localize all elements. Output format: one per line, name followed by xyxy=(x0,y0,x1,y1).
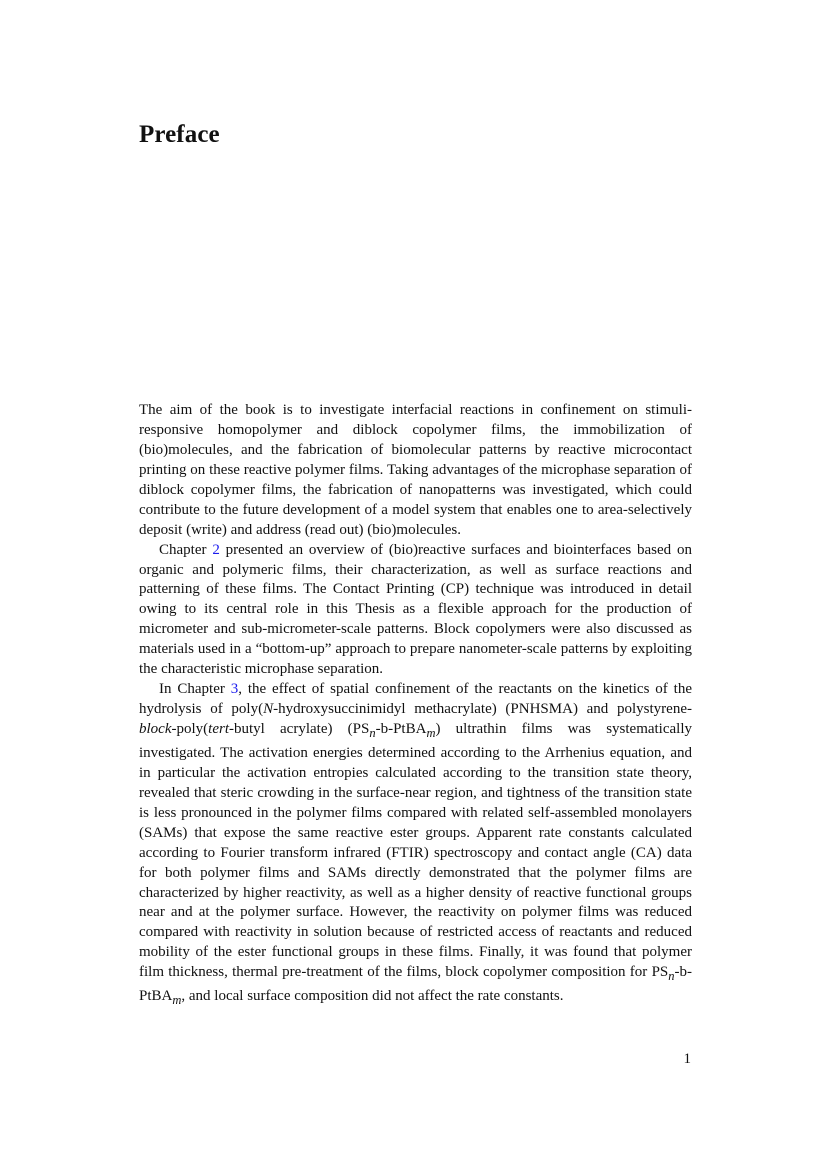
subscript-m: m xyxy=(172,993,182,1008)
page-number: 1 xyxy=(683,1051,691,1067)
italic-n: N xyxy=(263,701,274,718)
paragraph-chapter-2-body: presented an overview of (bio)reactive surfaces and biointerfaces based on organic and polymeric films, their characterization, as well as surface reactions and patterning of these films. The Contact Printing (CP) technique was introduced in detail owing to its central role in this Thesis as a flexible approach for the production of micrometer and sub-micrometer-scale patterns. Block copolymers were also discussed as materials used in a “bottom-up” approach to prepare nanometer-scale patterns by exploiting the characteristic microphase separation. xyxy=(139,541,693,678)
paragraph-aim: The aim of the book is to investigate interfacial reactions in confinement on stimuli-responsive homopolymer and diblock copolymer films, the immobilization of (bio)molecules, and the fabrication of biomolecular patterns by reactive microcontact printing on these reactive polymer films. Taking advantages of the microphase separation of diblock copolymer films, the fabrication of nanopatterns was investigated, which could contribute to the future development of a model system that enables one to area-selectively deposit (write) and address (read out) (bio)molecules. xyxy=(139,402,692,538)
paragraph-chapter-2 xyxy=(139,541,692,681)
text-segment: -hydroxysuccinimidyl methacrylate) (PNHSMA) and polystyrene- xyxy=(273,701,692,718)
italic-block: block xyxy=(139,721,172,737)
page-title: Preface xyxy=(139,121,220,148)
text-segment: , and local surface composition did not affect the rate constants. xyxy=(181,988,564,1005)
text-segment: , the effect of spatial confinement of the reactants on the kinetics of the hydrolysis of poly( xyxy=(139,681,692,718)
preface-body xyxy=(139,401,692,1011)
subscript-m: m xyxy=(426,726,436,740)
text-segment: ) ultrathin films was systematically investigated. The activation energies determined according to the Arrhenius equation, and in particular the activation entropies calculated according to the transition state theory, revealed that steric crowding in the surface-near region, and tightness of the transition state is less pronounced in the polymer films compared with related self-assembled monolayers (SAMs) that expose the same reactive ester groups. Apparent rate constants calculated according to Fourier transform infrared (FTIR) spectroscopy and contact angle (CA) data for both polymer films and SAMs directly demonstrated that the polymer films are characterized by higher reactivity, as well as a higher density of reactive functional groups near and at the polymer surface. However, the reactivity on polymer films was reduced compared with reactivity in solution because of restricted access of reactants and reduced mobility of the ester functional groups in these films. Finally, it was found that polymer film thickness, thermal pre-treatment of the films, block copolymer composition for PS xyxy=(139,721,692,981)
text-segment: -b-PtBA xyxy=(375,721,427,737)
paragraph-chapter-2-lead: Chapter xyxy=(159,541,213,558)
paragraph-chapter-3 xyxy=(139,680,692,1011)
subscript-n: n xyxy=(668,969,675,984)
chapter-2-link[interactable]: 2 xyxy=(212,541,220,558)
paragraph-chapter-3-lead: In Chapter xyxy=(159,681,231,698)
subscript-n: n xyxy=(369,726,376,740)
italic-tert: tert xyxy=(208,721,229,737)
text-segment: -b-PtBA xyxy=(139,964,692,1005)
text-segment: -poly( xyxy=(171,721,209,737)
text-segment: -butyl acrylate) (PS xyxy=(229,721,370,737)
chapter-3-link[interactable]: 3 xyxy=(230,681,239,698)
